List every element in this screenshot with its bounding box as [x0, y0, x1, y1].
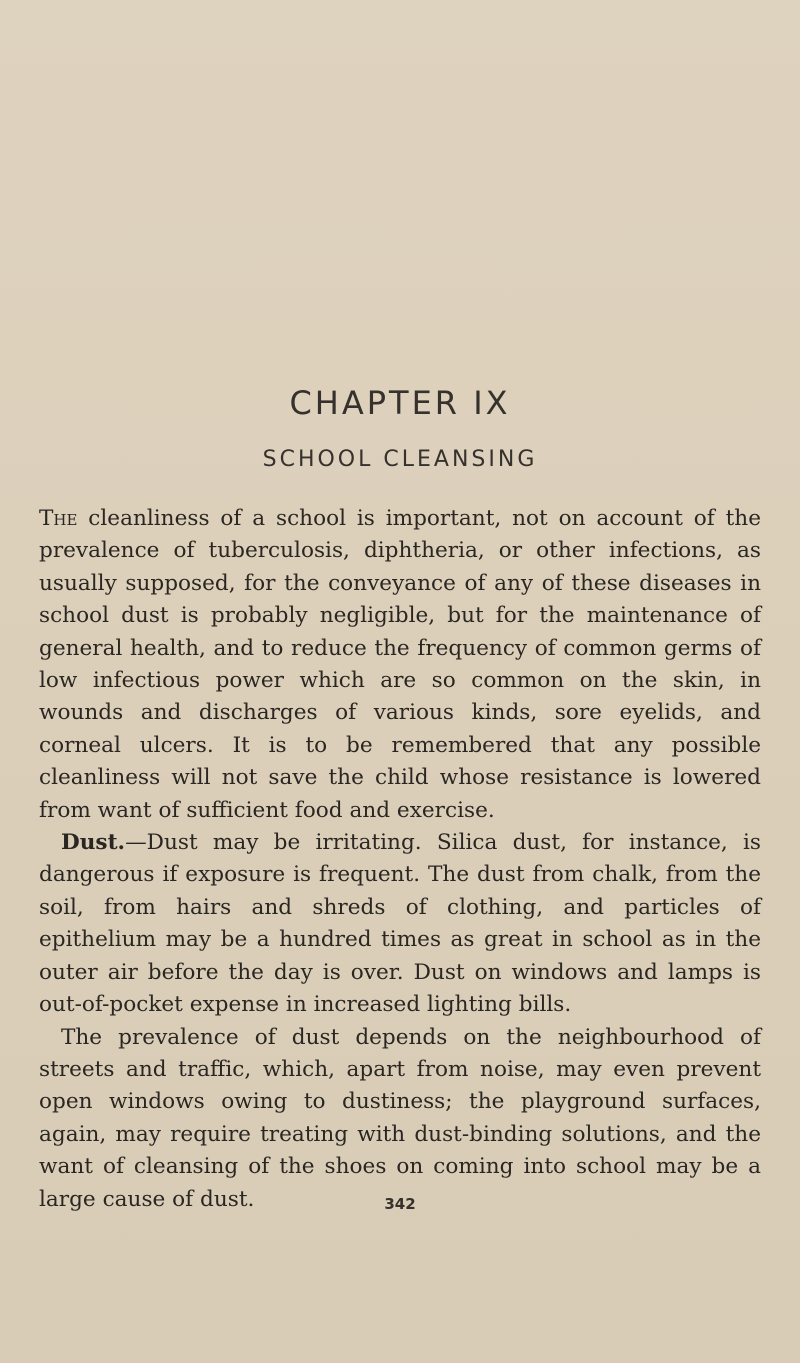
paragraph-text: The prevalence of dust depends on the neighbourhood of streets and traffic, which, apart from noise, may even prevent open windows owing to dustiness; the playground surfaces, again, may require treating with dust-binding solutions, and the want of cleansing of the shoes on coming into school may be a large cause of dust.: [39, 1024, 761, 1212]
body-text: [39, 503, 761, 1216]
chapter-title: SCHOOL CLEANSING: [262, 447, 538, 472]
paragraph-prevalence: [39, 1022, 761, 1216]
paragraph-intro: [39, 503, 761, 827]
paragraph-text: cleanliness of a school is important, not on account of the prevalence of tuberculosis, diphtheria, or other infections, as usually supposed, for the conveyance of any of these diseases in school dust is probably negligible, but for the maintenance of general health, and to reduce the frequency of common germs of low infectious power which are so common on the skin, in wounds and discharges of various kinds, sore eyelids, and corneal ulcers. It is to be remembered that any possible cleanliness will not save the child whose resistance is lowered from want of sufficient food and exercise.: [39, 506, 761, 823]
chapter-number: CHAPTER IX: [289, 384, 511, 422]
paragraph-text: —Dust may be irritating. Silica dust, for instance, is dangerous if exposure is frequent. The dust from chalk, from the soil, from hairs and shreds of clothing, and particles of epithelium may be a hundred times as great in school as in the outer air before the day is over. Dust on windows and lamps is out-of-pocket expense in increased lighting bills.: [39, 830, 761, 1018]
section-heading-dust: Dust.: [61, 830, 126, 856]
page-number: 342: [384, 1195, 416, 1213]
paragraph-dust: [39, 827, 761, 1021]
paragraph-lead-word: The: [39, 506, 78, 531]
